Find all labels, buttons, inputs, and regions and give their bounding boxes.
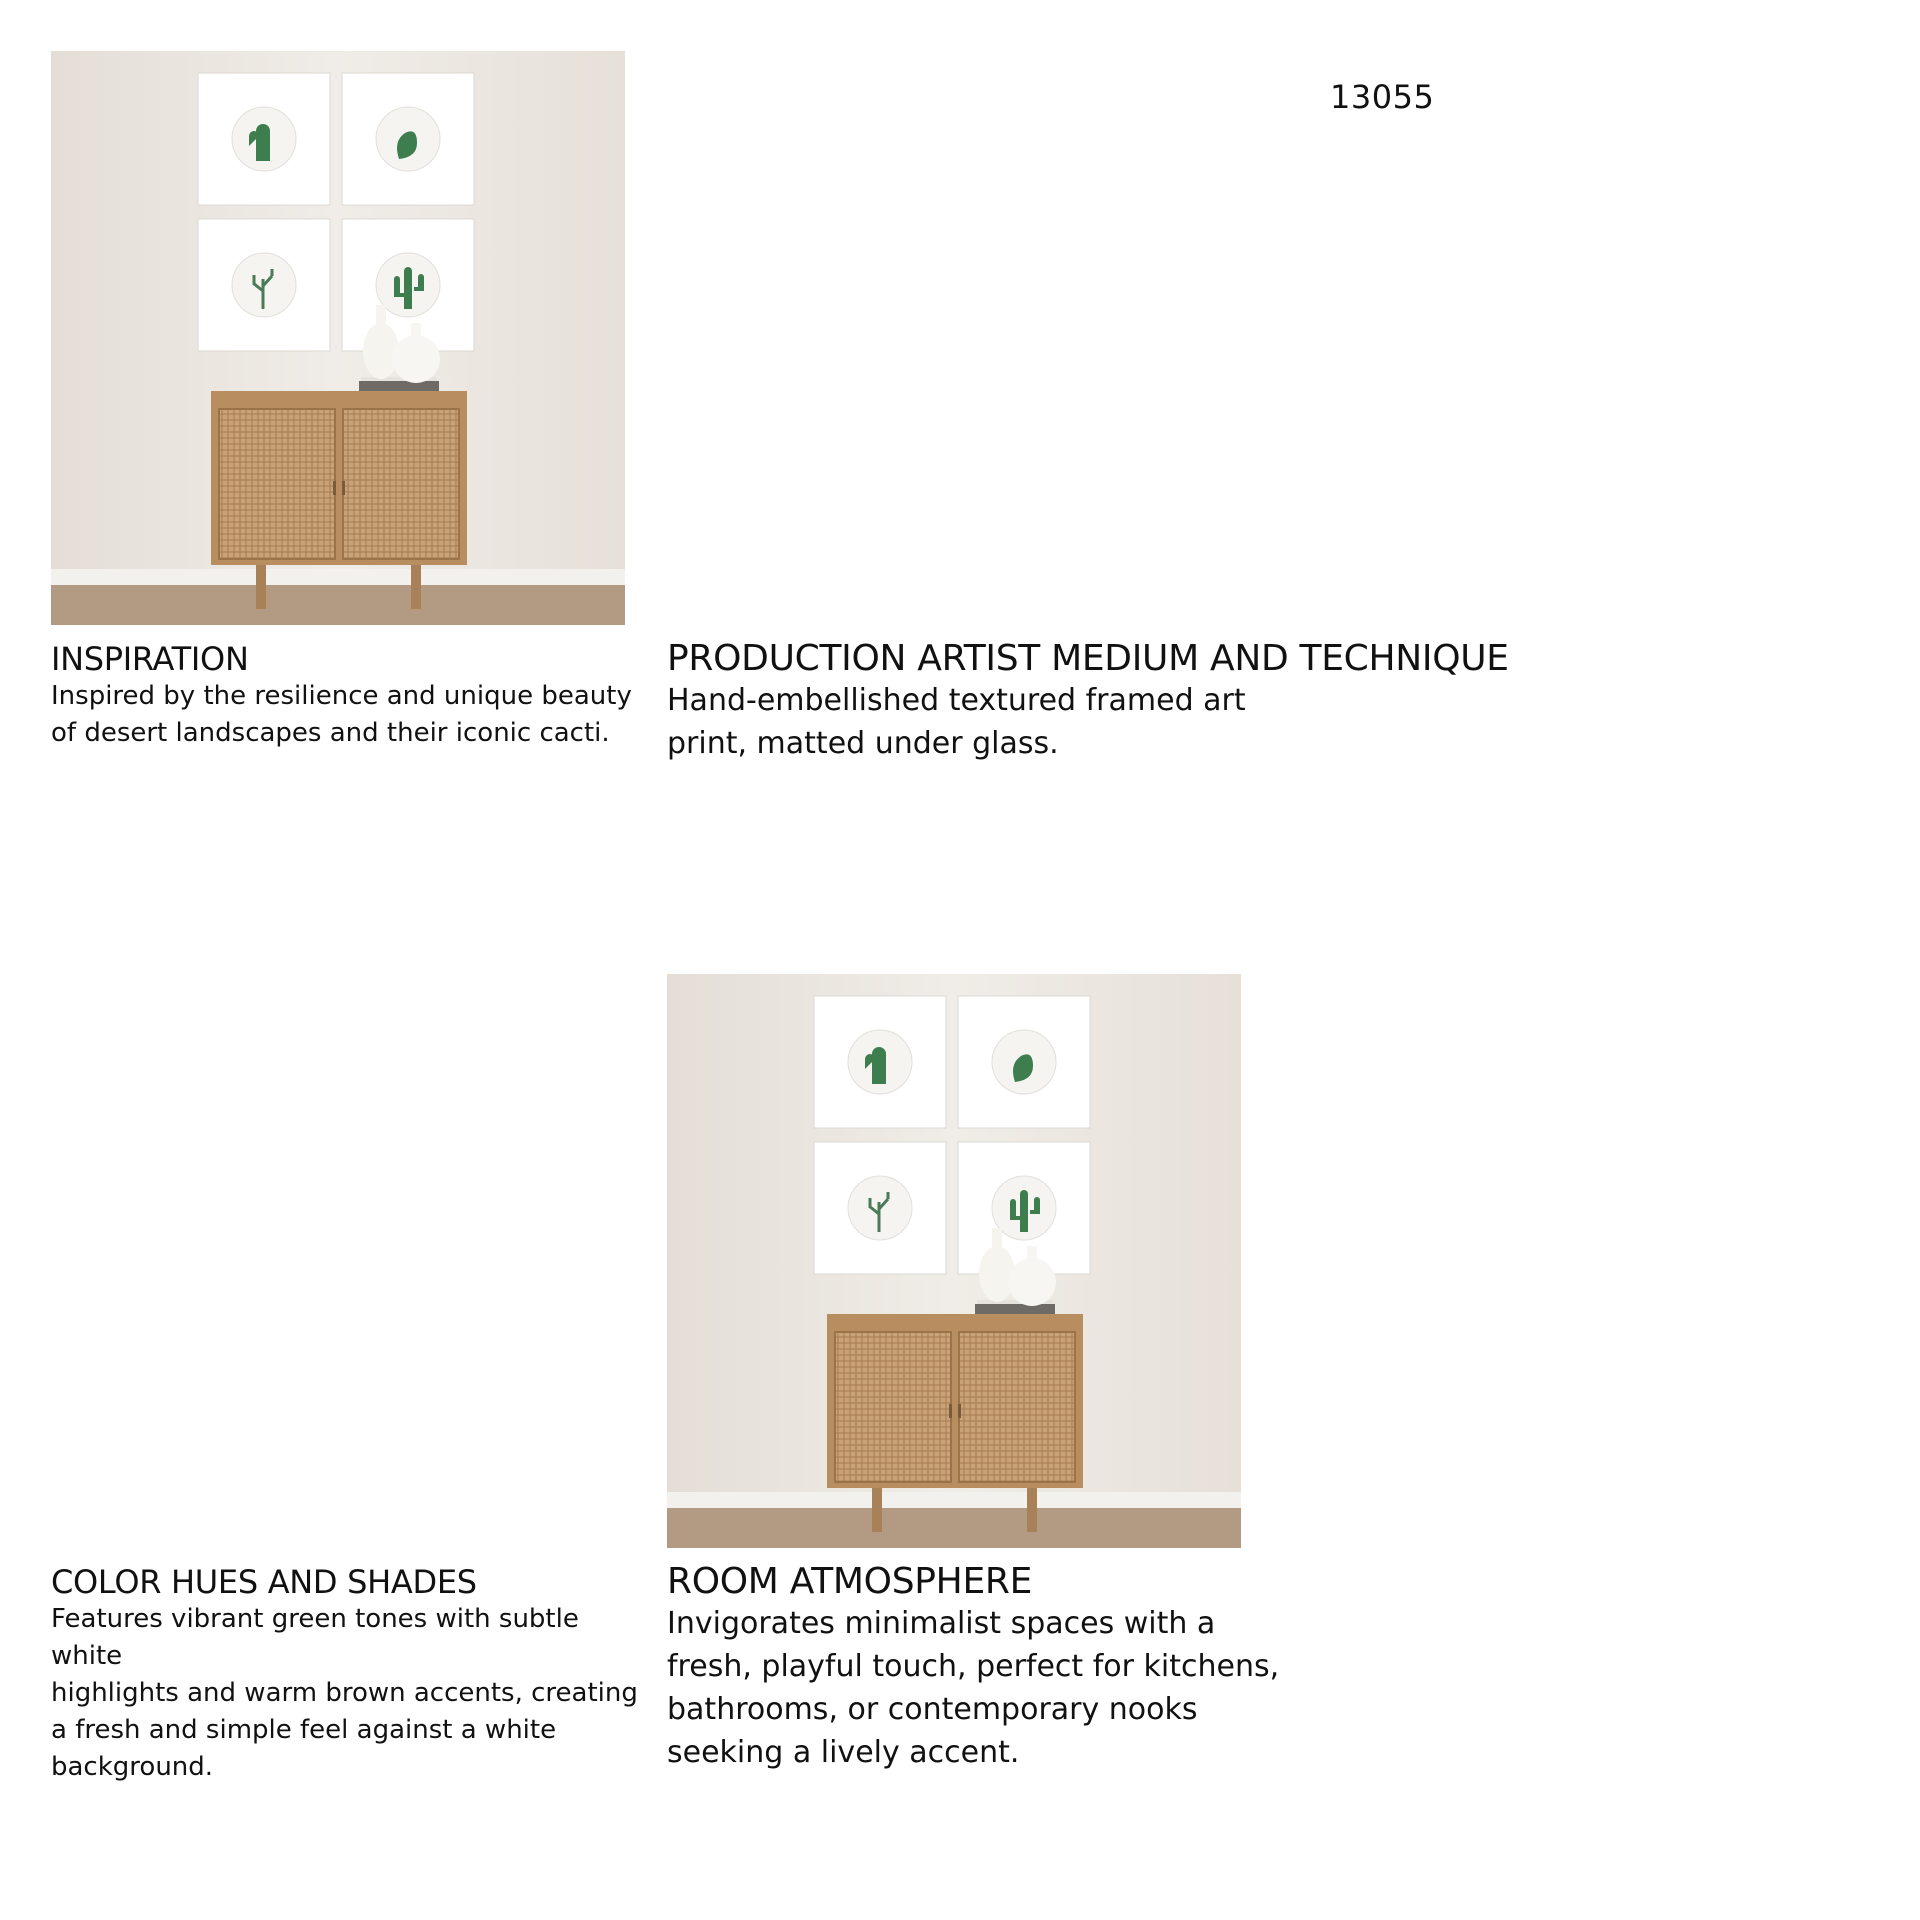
medium-line-1: Hand-embellished textured framed art bbox=[667, 683, 1246, 718]
room-scene-image bbox=[667, 974, 1241, 1548]
room-atmosphere-text bbox=[667, 1602, 1307, 1774]
room-line-1: Invigorates minimalist spaces with a bbox=[667, 1606, 1216, 1641]
color-section bbox=[51, 1563, 651, 1786]
color-heading: COLOR HUES AND SHADES bbox=[51, 1563, 477, 1601]
room-photo-top bbox=[51, 51, 625, 625]
inspiration-line-1: Inspired by the resilience and unique beauty bbox=[51, 681, 632, 711]
inspiration-section bbox=[51, 640, 641, 752]
inspiration-line-2: of desert landscapes and their iconic cacti. bbox=[51, 718, 610, 748]
color-line-2: highlights and warm brown accents, creating bbox=[51, 1678, 638, 1708]
inspiration-heading: INSPIRATION bbox=[51, 640, 249, 678]
room-line-2: fresh, playful touch, perfect for kitchens, bbox=[667, 1649, 1280, 1684]
room-photo-bottom bbox=[667, 974, 1241, 1548]
room-line-3: bathrooms, or contemporary nooks bbox=[667, 1692, 1198, 1727]
room-line-4: seeking a lively accent. bbox=[667, 1735, 1020, 1770]
color-line-4: background. bbox=[51, 1752, 214, 1782]
medium-section bbox=[667, 638, 1567, 765]
product-code: 13055 bbox=[1330, 78, 1435, 116]
medium-text bbox=[667, 679, 1567, 765]
medium-heading: PRODUCTION ARTIST MEDIUM AND TECHNIQUE bbox=[667, 638, 1509, 679]
room-scene-image bbox=[51, 51, 625, 625]
room-atmosphere-section bbox=[667, 1561, 1307, 1774]
room-atmosphere-heading: ROOM ATMOSPHERE bbox=[667, 1561, 1033, 1602]
color-line-3: a fresh and simple feel against a white bbox=[51, 1715, 557, 1745]
medium-line-2: print, matted under glass. bbox=[667, 726, 1059, 761]
inspiration-text bbox=[51, 678, 641, 752]
color-line-1: Features vibrant green tones with subtle white bbox=[51, 1604, 579, 1671]
color-text bbox=[51, 1601, 651, 1786]
